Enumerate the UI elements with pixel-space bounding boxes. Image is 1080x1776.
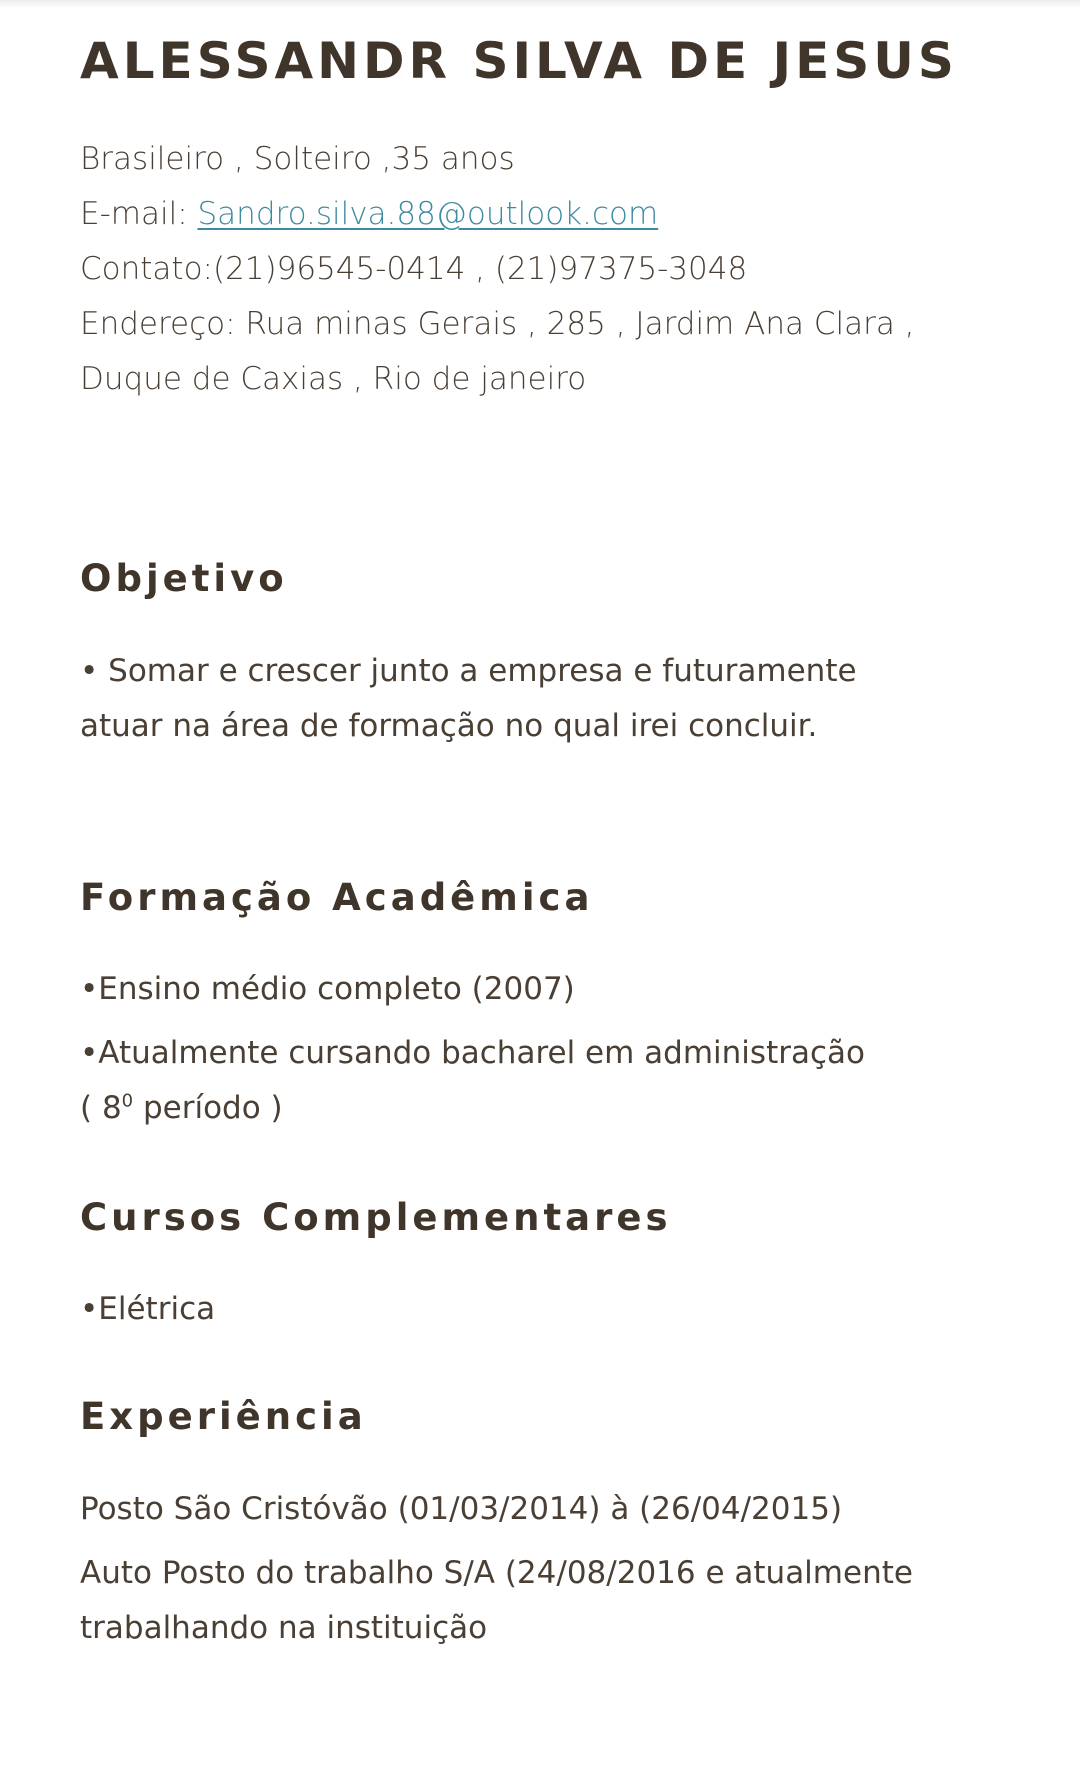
courses-title: Cursos Complementares: [80, 1196, 672, 1239]
education-list: [80, 962, 865, 1136]
candidate-name: ALESSANDR SILVA DE JESUS: [80, 32, 958, 90]
personal-info: Brasileiro , Solteiro ,35 anos: [80, 141, 515, 177]
objective-line-1: • Somar e crescer junto a empresa e futuramente: [80, 653, 857, 689]
phone-info: Contato:(21)96545-0414 , (21)97375-3048: [80, 251, 748, 287]
education-item-bachelor-line-2: [80, 1081, 865, 1136]
top-shadow: [0, 0, 1080, 8]
address-line-1: Endereço: Rua minas Gerais , 285 , Jardim Ana Clara ,: [80, 306, 915, 342]
contact-block: [80, 132, 915, 407]
education-item-high-school: •Ensino médio completo (2007): [80, 971, 575, 1007]
experience-item-2-line-2: trabalhando na instituição: [80, 1610, 488, 1646]
objective-title: Objetivo: [80, 557, 288, 600]
education-item-bachelor-line-1: •Atualmente cursando bacharel em administração: [80, 1035, 865, 1071]
period-suffix: período ): [133, 1090, 283, 1126]
address-line-2: Duque de Caxias , Rio de janeiro: [80, 361, 587, 397]
period-superscript: 0: [121, 1090, 134, 1112]
experience-item-2-line-1: Auto Posto do trabalho S/A (24/08/2016 e atualmente: [80, 1555, 913, 1591]
experience-list: [80, 1482, 913, 1656]
experience-title: Experiência: [80, 1395, 367, 1438]
experience-item-1: Posto São Cristóvão (01/03/2014) à (26/04/2015): [80, 1491, 843, 1527]
course-item-eletrica: •Elétrica: [80, 1291, 216, 1327]
period-prefix: ( 8: [80, 1090, 122, 1126]
email-line: [80, 187, 915, 242]
objective-line-2: atuar na área de formação no qual irei concluir.: [80, 708, 818, 744]
education-title: Formação Acadêmica: [80, 876, 594, 919]
email-link[interactable]: Sandro.silva.88@outlook.com: [197, 196, 659, 232]
courses-list: [80, 1282, 215, 1337]
email-label: E-mail:: [80, 196, 198, 232]
objective-text: [80, 644, 857, 754]
